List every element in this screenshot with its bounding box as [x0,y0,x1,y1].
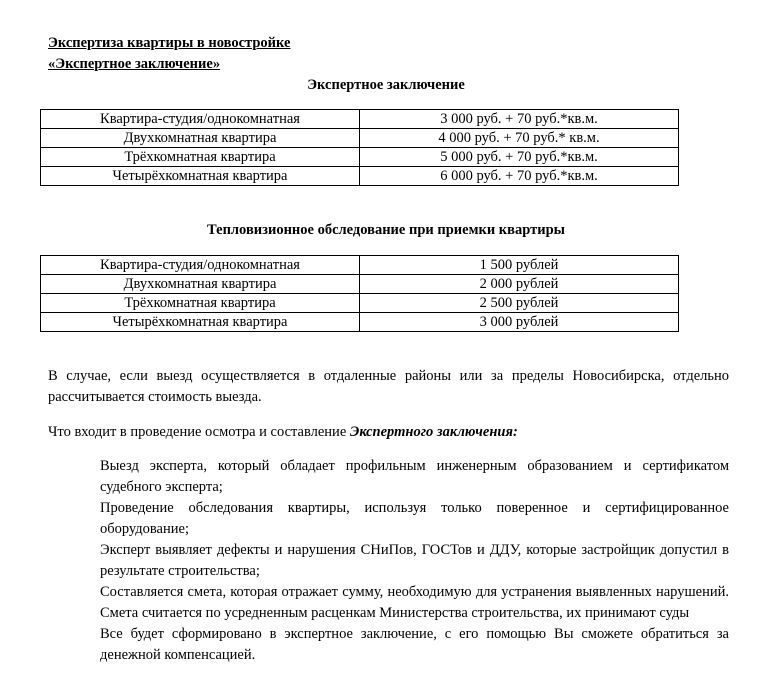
apartment-type-cell: Квартира-студия/однокомнатная [41,256,360,275]
includes-lead-text: Что входит в проведение осмотра и составление [48,424,350,440]
table-row [41,148,679,167]
list-item: Проведение обследования квартиры, используя только поверенное и сертифицированное оборудование; [100,500,729,537]
travel-cost-note: В случае, если выезд осуществляется в отдаленные районы или за пределы Новосибирска, отдельно рассчитывается стоимость выезда. [48,368,729,405]
table-row [41,167,679,186]
includes-list [100,456,729,666]
section1-title: Экспертное заключение [307,77,465,93]
price-cell: 4 000 руб. + 70 руб.* кв.м. [360,129,679,148]
apartment-type-cell: Трёхкомнатная квартира [41,294,360,313]
price-cell: 5 000 руб. + 70 руб.*кв.м. [360,148,679,167]
document-title-line2: «Экспертное заключение» [48,56,221,72]
expert-conclusion-price-table [40,109,679,186]
document-title-line1: Экспертиза квартиры в новостройке [48,35,291,51]
apartment-type-cell: Двухкомнатная квартира [41,129,360,148]
table-row [41,110,679,129]
price-cell: 2 000 рублей [360,275,679,294]
includes-lead-emphasis: Экспертного заключения: [349,424,518,440]
table-row [41,294,679,313]
price-cell: 1 500 рублей [360,256,679,275]
includes-lead-in [48,422,518,443]
apartment-type-cell: Двухкомнатная квартира [41,275,360,294]
table-row [41,256,679,275]
table-row [41,129,679,148]
price-cell: 2 500 рублей [360,294,679,313]
price-cell: 3 000 рублей [360,313,679,332]
thermal-inspection-price-table [40,255,679,332]
apartment-type-cell: Четырёхкомнатная квартира [41,167,360,186]
apartment-type-cell: Квартира-студия/однокомнатная [41,110,360,129]
list-item: Все будет сформировано в экспертное заключение, с его помощью Вы сможете обратиться за денежной компенсацией. [100,626,729,663]
table-row [41,313,679,332]
apartment-type-cell: Трёхкомнатная квартира [41,148,360,167]
price-cell: 3 000 руб. + 70 руб.*кв.м. [360,110,679,129]
list-item: Составляется смета, которая отражает сумму, необходимую для устранения выявленных нарушений. Смета считается по усредненным расценкам Министерства строительства, их принимают суды [100,584,729,621]
apartment-type-cell: Четырёхкомнатная квартира [41,313,360,332]
section2-title: Тепловизионное обследование при приемки квартиры [207,222,565,238]
table-row [41,275,679,294]
list-item: Эксперт выявляет дефекты и нарушения СНиПов, ГОСТов и ДДУ, которые застройщик допустил в результате строительства; [100,542,729,579]
price-cell: 6 000 руб. + 70 руб.*кв.м. [360,167,679,186]
list-item: Выезд эксперта, который обладает профильным инженерным образованием и сертификатом судебного эксперта; [100,458,729,495]
